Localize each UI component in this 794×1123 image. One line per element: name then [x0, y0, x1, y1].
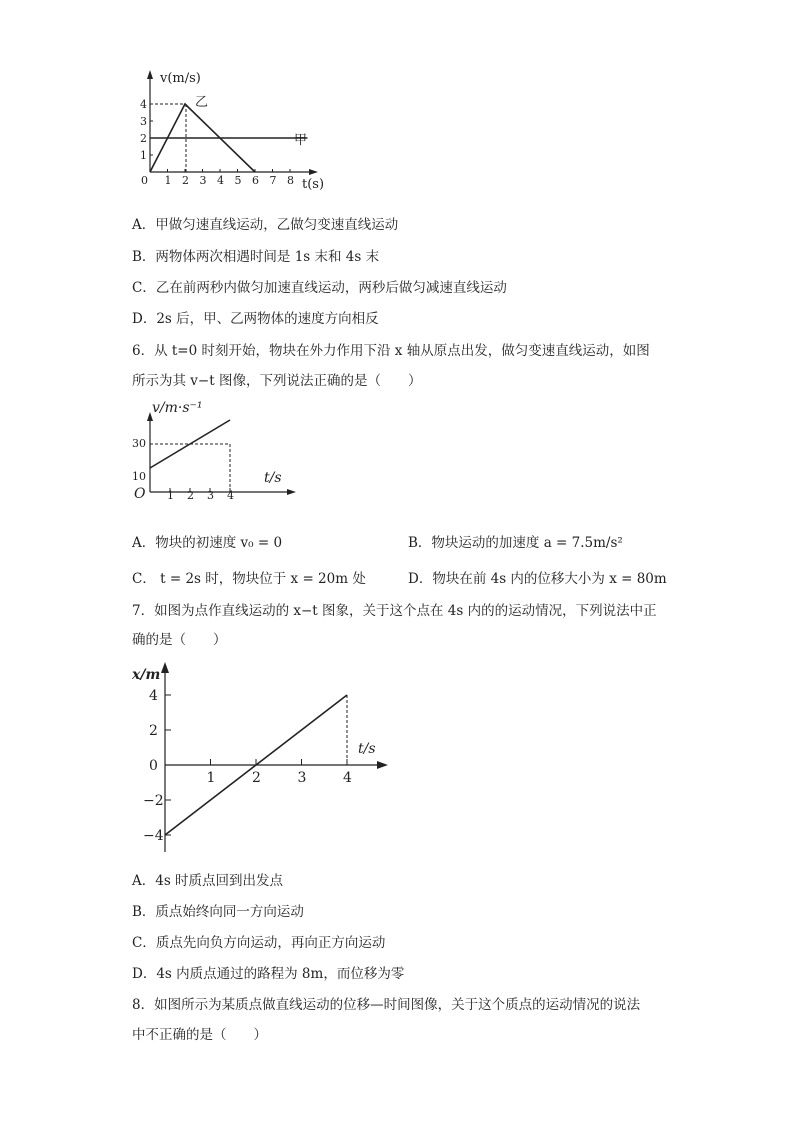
- series-label-yi: 乙: [195, 95, 209, 110]
- y-axis-label: x/m: [132, 667, 161, 683]
- y-tick-label: 2: [140, 132, 147, 145]
- q6-option-a: A．物块的初速度 v₀ = 0: [132, 535, 283, 551]
- q5-option-a: A．甲做匀速直线运动，乙做匀变速直线运动: [132, 217, 399, 233]
- origin-label: O: [134, 486, 146, 502]
- q6-option-d: D．物块在前 4s 内的位移大小为 x = 80m: [408, 571, 667, 587]
- x-tick-label: 5: [234, 174, 242, 187]
- x-tick-label: 1: [206, 770, 216, 786]
- x-tick-label: 2: [252, 770, 261, 786]
- y-tick-label: −4: [143, 828, 164, 844]
- y-tick-label-10: 10: [132, 470, 146, 483]
- q6-stem-line-2: 所示为其 v−t 图像，下列说法正确的是（ ）: [132, 373, 422, 389]
- q6-option-c: C． t = 2s 时，物块位于 x = 20m 处: [132, 571, 366, 587]
- q5-option-c: C．乙在前两秒内做匀加速直线运动，两秒后做匀减速直线运动: [132, 280, 507, 296]
- y-tick-label: 2: [149, 723, 158, 739]
- q6-option-b: B．物块运动的加速度 a = 7.5m/s²: [408, 535, 623, 551]
- y-tick-label: 4: [149, 688, 158, 704]
- x-axis-label: t/s: [358, 741, 376, 757]
- series-label-jia: 甲: [294, 133, 308, 148]
- q7-stem-line-2: 确的是（ ）: [132, 632, 227, 648]
- q5-option-d: D．2s 后，甲、乙两物体的速度方向相反: [132, 311, 379, 327]
- x-tick-label: 4: [227, 489, 234, 502]
- y-tick-label: 0: [149, 758, 158, 774]
- q8-stem-line-1: 8．如图所示为某质点做直线运动的位移—时间图像，关于这个质点的运动情况的说法: [132, 997, 641, 1013]
- x-axis-label: t/s: [264, 470, 282, 486]
- y-axis-arrow: [161, 662, 169, 673]
- y-tick-label: 1: [140, 149, 147, 162]
- x-tick-label: 2: [182, 174, 189, 187]
- q7-option-d: D．4s 内质点通过的路程为 8m，而位移为零: [132, 966, 405, 982]
- x-axis-arrow: [377, 761, 388, 769]
- y-tick-label: 4: [140, 98, 147, 111]
- q8-stem-line-2: 中不正确的是（ ）: [132, 1027, 267, 1043]
- x-tick-label: 3: [199, 174, 207, 187]
- x-tick-label: 3: [297, 770, 307, 786]
- q5-option-b: B．两物体两次相遇时间是 1s 末和 4s 末: [132, 249, 380, 265]
- y-tick-label: −2: [143, 793, 164, 809]
- x-tick-label: 3: [207, 489, 214, 502]
- x-tick-label: 4: [217, 174, 224, 187]
- q7-option-b: B．质点始终向同一方向运动: [132, 904, 304, 920]
- y-tick-label-30: 30: [132, 437, 146, 450]
- x-tick-label: 1: [167, 489, 174, 502]
- q6-stem-line-1: 6．从 t=0 时刻开始，物块在外力作用下沿 x 轴从原点出发，做匀变速直线运动，如图: [132, 343, 650, 359]
- x-tick-label: 1: [164, 174, 172, 187]
- q7-option-a: A．4s 时质点回到出发点: [132, 873, 284, 889]
- y-axis-label: v/m·s⁻¹: [152, 400, 203, 416]
- origin-label: 0: [141, 174, 148, 187]
- x-tick-label: 2: [187, 489, 194, 502]
- y-tick-label: 3: [140, 115, 147, 128]
- q7-option-c: C．质点先向负方向运动，再向正方向运动: [132, 935, 386, 951]
- x-tick-label: 6: [252, 174, 259, 187]
- q7-stem-line-1: 7．如图为点作直线运动的 x−t 图象，关于这个点在 4s 内的的运动情况，下列说法中正: [132, 603, 657, 619]
- x-tick-label: 7: [269, 174, 277, 187]
- x-tick-label: 4: [343, 770, 352, 786]
- x-axis-label: t(s): [302, 177, 325, 192]
- x-tick-label: 8: [287, 174, 294, 187]
- y-axis-label: v(m/s): [160, 71, 201, 86]
